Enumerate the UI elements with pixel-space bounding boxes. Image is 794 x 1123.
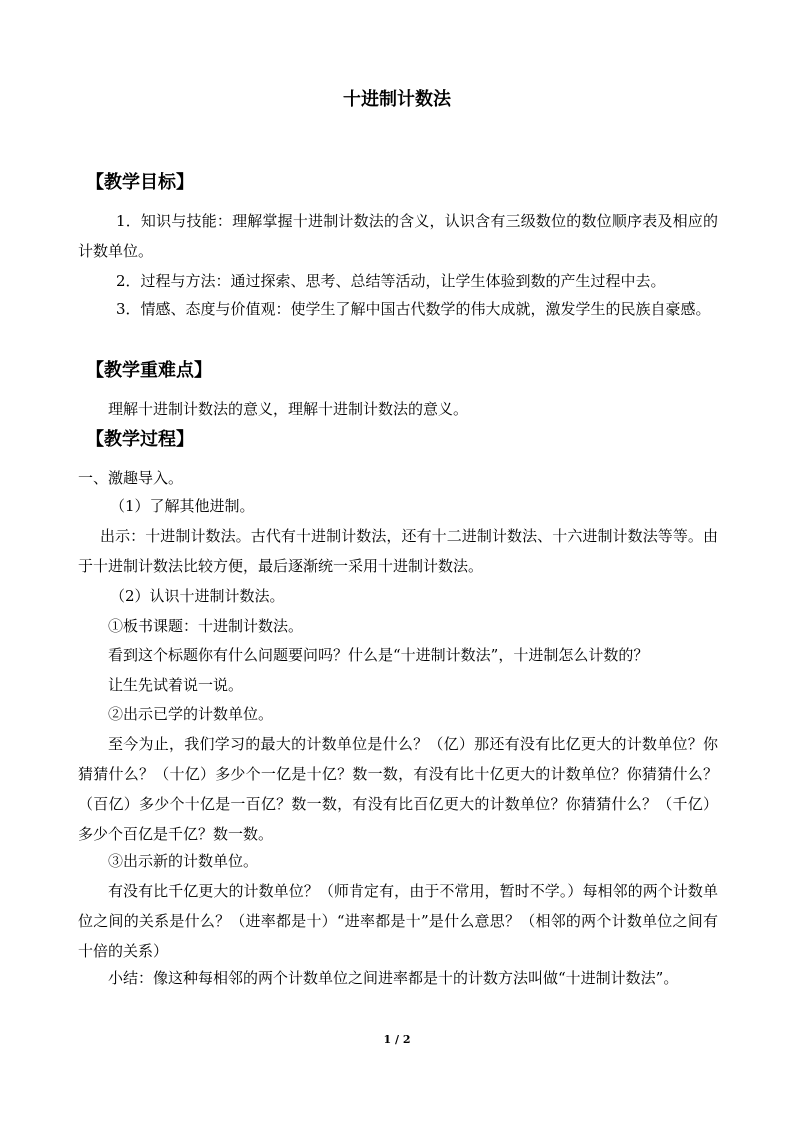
item-2: ②出示已学的计数单位。 — [108, 705, 274, 723]
item-1: ①板书课题：十进制计数法。 — [108, 617, 304, 635]
process-heading: 【教学过程】 — [86, 429, 194, 450]
page-title: 十进制计数法 — [343, 89, 451, 110]
paragraph-2: 至今为止，我们学习的最大的计数单位是什么？（亿）那还有没有比亿更大的计数单位？你猜猜什么？（十亿）多少个一亿是十亿？数一数，有没有比十亿更大的计数单位？你猜猜什么？（百亿）多少个十亿是一百亿？数一数，有没有比百亿更大的计数单位？你猜猜什么？（千亿）多少个百亿是千亿？数一数。 — [78, 735, 718, 843]
question-1b: 让生先试着说一说。 — [108, 676, 244, 694]
objective-2: 2．过程与方法：通过探索、思考、总结等活动，让学生体验到数的产生过程中去。 — [116, 272, 666, 290]
item-3: ③出示新的计数单位。 — [108, 852, 259, 870]
objectives-heading: 【教学目标】 — [86, 172, 194, 193]
sub-step-2: （2）认识十进制计数法。 — [110, 587, 285, 605]
key-points-text: 理解十进制计数法的意义，理解十进制计数法的意义。 — [108, 400, 469, 418]
paragraph-3: 有没有比千亿更大的计数单位？（师肯定有，由于不常用，暂时不学。）每相邻的两个计数单位之间的关系是什么？（进率都是十）“进率都是十”是什么意思？（相邻的两个计数单位之间有十倍的关系） — [78, 882, 718, 960]
objective-1: 1．知识与技能：理解掌握十进制计数法的含义，认识含有三级数位的数位顺序表及相应的计数单位。 — [78, 212, 718, 260]
show-paragraph-1: 出示：十进制计数法。古代有十进制计数法，还有十二进制计数法、十六进制计数法等等。由于十进制计数法比较方便，最后逐渐统一采用十进制计数法。 — [78, 527, 718, 575]
page-indicator: 1 / 2 — [383, 1033, 411, 1046]
summary-paragraph: 小结：像这种每相邻的两个计数单位之间进率都是十的计数方法叫做“十进制计数法”。 — [108, 969, 679, 987]
question-1: 看到这个标题你有什么问题要问吗？什么是“十进制计数法”，十进制怎么计数的？ — [108, 646, 649, 664]
key-points-heading: 【教学重难点】 — [86, 360, 212, 381]
sub-step-1: （1）了解其他进制。 — [110, 497, 255, 515]
objective-3: 3．情感、态度与价值观：使学生了解中国古代数学的伟大成就，激发学生的民族自豪感。 — [116, 300, 711, 318]
step-1-heading: 一、激趣导入。 — [78, 469, 184, 487]
